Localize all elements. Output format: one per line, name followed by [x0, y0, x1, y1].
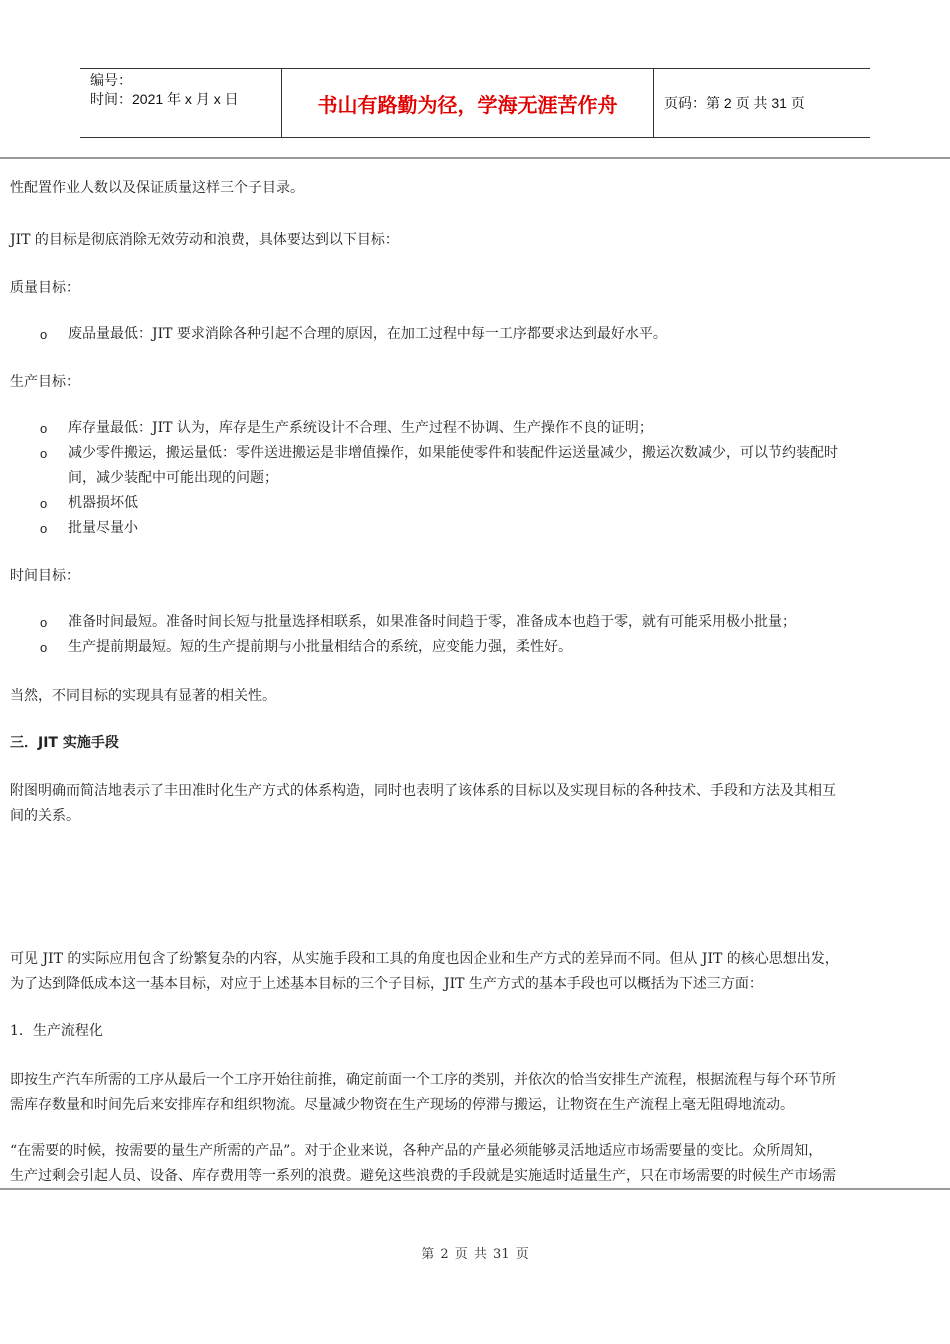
paragraph: 为了达到降低成本这一基本目标，对应于上述基本目标的三个子目标，JIT 生产方式的基本手段也可以概括为下述三方面： [10, 976, 763, 992]
paragraph: 生产过剩会引起人员、设备、库存费用等一系列的浪费。避免这些浪费的手段就是实施适时适量生产，只在市场需要的时候生产市场需 [10, 1168, 836, 1184]
paragraph: 间的关系。 [10, 808, 80, 824]
bullet-icon: o [40, 521, 48, 536]
paragraph: JIT 的目标是彻底消除无效劳动和浪费，具体要达到以下目标： [10, 232, 399, 248]
heading-quality-goals: 质量目标： [10, 280, 80, 296]
document-number: 编号： [90, 72, 132, 88]
top-divider [0, 157, 950, 159]
header-page-number: 页码：第 2 页 共 31 页 [664, 95, 805, 111]
subsection-heading: 1．生产流程化 [10, 1023, 103, 1039]
bullet-icon: o [40, 421, 48, 436]
bullet-icon: o [40, 496, 48, 511]
header-motto: 书山有路勤为径，学海无涯苦作舟 [282, 69, 654, 137]
header-meta-cell [80, 69, 282, 137]
bullet-icon: o [40, 446, 48, 461]
bullet-icon: o [40, 615, 48, 630]
paragraph: 附图明确而简洁地表示了丰田准时化生产方式的体系构造，同时也表明了该体系的目标以及实现目标的各种技术、手段和方法及其相互 [10, 783, 836, 799]
paragraph: “在需要的时候，按需要的量生产所需的产品”。对于企业来说，各种产品的产量必须能够灵活地适应市场需要量的变比。众所周知， [10, 1143, 823, 1159]
paragraph: 可见 JIT 的实际应用包含了纷繁复杂的内容，从实施手段和工具的角度也因企业和生产方式的差异而不同。但从 JIT 的核心思想出发， [10, 951, 839, 967]
document-date: 时间：2021 年 x 月 x 日 [90, 91, 239, 107]
bottom-divider [0, 1188, 950, 1190]
bullet-icon: o [40, 327, 48, 342]
page-footer: 第 2 页 共 31 页 [421, 1247, 529, 1262]
heading-time-goals: 时间目标： [10, 568, 80, 584]
bullet-icon: o [40, 640, 48, 655]
paragraph: 即按生产汽车所需的工序从最后一个工序开始往前推，确定前面一个工序的类别，并依次的恰当安排生产流程，根据流程与每个环节所 [10, 1072, 836, 1088]
paragraph: 需库存数量和时间先后来安排库存和组织物流。尽量减少物资在生产现场的停滞与搬运，让物资在生产流程上毫无阻碍地流动。 [10, 1097, 794, 1113]
section-heading: 三．JIT 实施手段 [10, 735, 119, 751]
header-table [80, 68, 870, 138]
paragraph: 性配置作业人数以及保证质量这样三个子目录。 [10, 180, 304, 196]
paragraph: 当然，不同目标的实现具有显著的相关性。 [10, 688, 276, 704]
heading-production-goals: 生产目标： [10, 374, 80, 390]
